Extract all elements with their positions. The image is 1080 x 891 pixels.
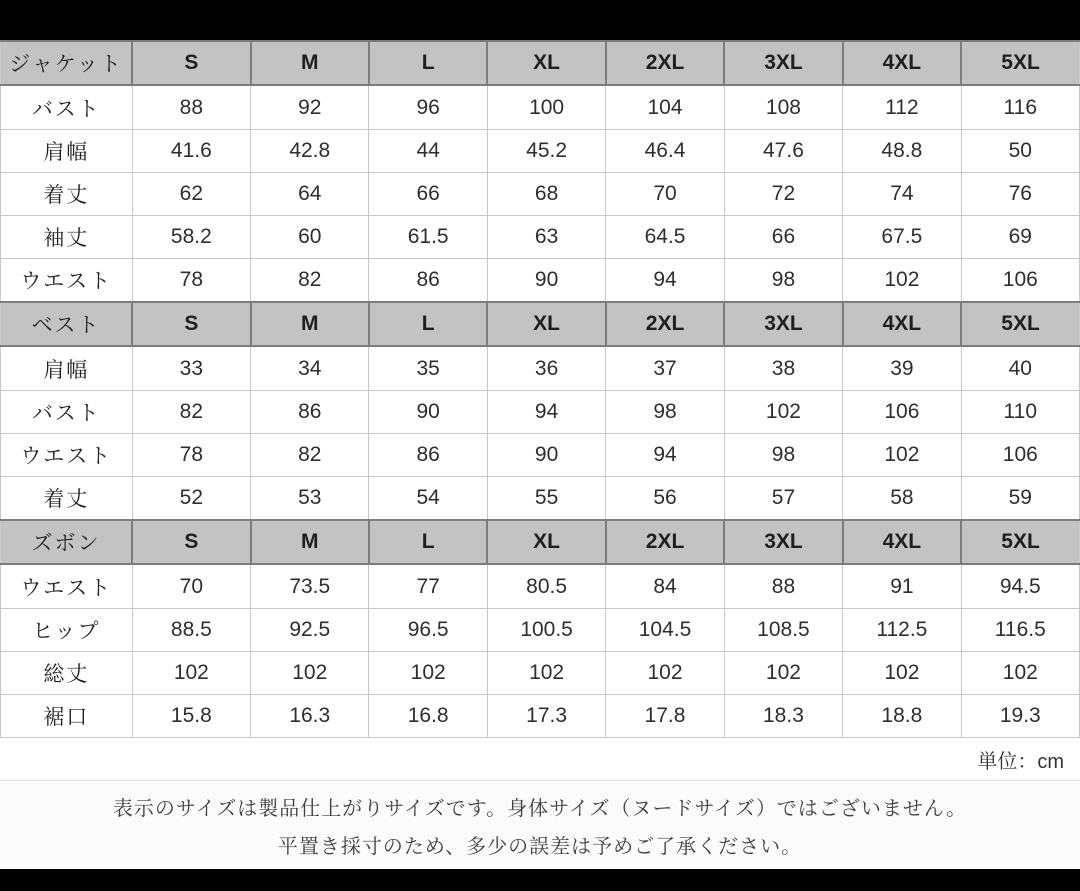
measurement-value: 17.8 bbox=[606, 694, 724, 737]
measurement-value: 19.3 bbox=[961, 694, 1079, 737]
measurement-value: 63 bbox=[487, 215, 605, 258]
measurement-value: 45.2 bbox=[487, 129, 605, 172]
measurement-value: 82 bbox=[132, 390, 250, 433]
measurement-value: 78 bbox=[132, 433, 250, 476]
size-header: XL bbox=[487, 302, 605, 346]
measurement-value: 98 bbox=[724, 433, 842, 476]
measurement-label: 総丈 bbox=[1, 651, 133, 694]
measurement-value: 102 bbox=[724, 390, 842, 433]
measurement-value: 96 bbox=[369, 85, 487, 129]
measurement-value: 70 bbox=[606, 172, 724, 215]
measurement-value: 38 bbox=[724, 346, 842, 390]
measurement-value: 90 bbox=[487, 258, 605, 302]
size-header: XL bbox=[487, 520, 605, 564]
size-header: S bbox=[132, 520, 250, 564]
measurement-label: 着丈 bbox=[1, 172, 133, 215]
measurement-label: バスト bbox=[1, 390, 133, 433]
measurement-label: 肩幅 bbox=[1, 129, 133, 172]
measurement-value: 86 bbox=[369, 258, 487, 302]
size-header: S bbox=[132, 302, 250, 346]
measurement-value: 102 bbox=[606, 651, 724, 694]
measurement-value: 76 bbox=[961, 172, 1079, 215]
size-header: 3XL bbox=[724, 520, 842, 564]
measurement-row bbox=[1, 172, 1080, 215]
size-header: L bbox=[369, 302, 487, 346]
measurement-value: 58.2 bbox=[132, 215, 250, 258]
measurement-value: 94.5 bbox=[961, 564, 1079, 608]
measurement-row bbox=[1, 433, 1080, 476]
measurement-row bbox=[1, 694, 1080, 737]
measurement-value: 54 bbox=[369, 476, 487, 520]
top-letterbox-bar bbox=[0, 0, 1080, 40]
section-title: ズボン bbox=[1, 520, 133, 564]
measurement-value: 100.5 bbox=[487, 608, 605, 651]
measurement-row bbox=[1, 608, 1080, 651]
measurement-value: 102 bbox=[369, 651, 487, 694]
measurement-value: 16.3 bbox=[251, 694, 369, 737]
size-header: 2XL bbox=[606, 41, 724, 85]
measurement-value: 18.3 bbox=[724, 694, 842, 737]
measurement-label: 着丈 bbox=[1, 476, 133, 520]
measurement-value: 64.5 bbox=[606, 215, 724, 258]
size-header: L bbox=[369, 41, 487, 85]
measurement-value: 102 bbox=[843, 258, 961, 302]
measurement-value: 60 bbox=[251, 215, 369, 258]
section-header-row bbox=[1, 302, 1080, 346]
size-header: 5XL bbox=[961, 520, 1079, 564]
measurement-row bbox=[1, 85, 1080, 129]
measurement-value: 53 bbox=[251, 476, 369, 520]
measurement-value: 56 bbox=[606, 476, 724, 520]
measurement-value: 102 bbox=[487, 651, 605, 694]
measurement-value: 36 bbox=[487, 346, 605, 390]
measurement-value: 104 bbox=[606, 85, 724, 129]
unit-row bbox=[0, 738, 1080, 780]
measurement-value: 94 bbox=[606, 258, 724, 302]
measurement-value: 88.5 bbox=[132, 608, 250, 651]
size-header: M bbox=[251, 520, 369, 564]
measurement-value: 16.8 bbox=[369, 694, 487, 737]
measurement-value: 58 bbox=[843, 476, 961, 520]
measurement-value: 82 bbox=[251, 258, 369, 302]
measurement-label: 肩幅 bbox=[1, 346, 133, 390]
measurement-value: 112 bbox=[843, 85, 961, 129]
measurement-value: 47.6 bbox=[724, 129, 842, 172]
size-header: 4XL bbox=[843, 520, 961, 564]
measurement-value: 42.8 bbox=[251, 129, 369, 172]
size-chart-body bbox=[1, 41, 1080, 738]
note-line-2: 平置き採寸のため、多少の誤差は予めご了承ください。 bbox=[277, 835, 803, 858]
measurement-value: 33 bbox=[132, 346, 250, 390]
measurement-value: 86 bbox=[251, 390, 369, 433]
measurement-value: 18.8 bbox=[843, 694, 961, 737]
measurement-value: 40 bbox=[961, 346, 1079, 390]
measurement-row bbox=[1, 258, 1080, 302]
size-header: 3XL bbox=[724, 302, 842, 346]
size-header: 4XL bbox=[843, 302, 961, 346]
measurement-value: 67.5 bbox=[843, 215, 961, 258]
measurement-value: 116 bbox=[961, 85, 1079, 129]
measurement-value: 39 bbox=[843, 346, 961, 390]
measurement-value: 98 bbox=[724, 258, 842, 302]
measurement-value: 68 bbox=[487, 172, 605, 215]
measurement-value: 102 bbox=[251, 651, 369, 694]
measurement-row bbox=[1, 129, 1080, 172]
measurement-value: 77 bbox=[369, 564, 487, 608]
measurement-value: 112.5 bbox=[843, 608, 961, 651]
bottom-letterbox-bar bbox=[0, 869, 1080, 891]
size-header: XL bbox=[487, 41, 605, 85]
measurement-label: 裾口 bbox=[1, 694, 133, 737]
measurement-row bbox=[1, 651, 1080, 694]
measurement-value: 92 bbox=[251, 85, 369, 129]
measurement-value: 46.4 bbox=[606, 129, 724, 172]
size-header: 2XL bbox=[606, 520, 724, 564]
measurement-value: 116.5 bbox=[961, 608, 1079, 651]
size-header: 2XL bbox=[606, 302, 724, 346]
measurement-value: 88 bbox=[132, 85, 250, 129]
size-header: 3XL bbox=[724, 41, 842, 85]
measurement-value: 61.5 bbox=[369, 215, 487, 258]
unit-label: 単位：cm bbox=[977, 750, 1064, 773]
measurement-value: 17.3 bbox=[487, 694, 605, 737]
measurement-row bbox=[1, 476, 1080, 520]
section-title: ジャケット bbox=[1, 41, 133, 85]
measurement-value: 74 bbox=[843, 172, 961, 215]
measurement-label: バスト bbox=[1, 85, 133, 129]
measurement-value: 55 bbox=[487, 476, 605, 520]
measurement-value: 34 bbox=[251, 346, 369, 390]
measurement-value: 44 bbox=[369, 129, 487, 172]
measurement-label: ウエスト bbox=[1, 258, 133, 302]
measurement-value: 102 bbox=[843, 433, 961, 476]
measurement-value: 100 bbox=[487, 85, 605, 129]
size-header: M bbox=[251, 41, 369, 85]
measurement-label: 袖丈 bbox=[1, 215, 133, 258]
size-header: M bbox=[251, 302, 369, 346]
measurement-value: 84 bbox=[606, 564, 724, 608]
measurement-value: 106 bbox=[961, 433, 1079, 476]
measurement-value: 110 bbox=[961, 390, 1079, 433]
measurement-value: 102 bbox=[724, 651, 842, 694]
measurement-value: 48.8 bbox=[843, 129, 961, 172]
size-chart-table bbox=[0, 40, 1080, 738]
measurement-value: 66 bbox=[724, 215, 842, 258]
section-header-row bbox=[1, 41, 1080, 85]
measurement-label: ウエスト bbox=[1, 564, 133, 608]
measurement-value: 82 bbox=[251, 433, 369, 476]
measurement-value: 104.5 bbox=[606, 608, 724, 651]
measurement-value: 88 bbox=[724, 564, 842, 608]
measurement-value: 35 bbox=[369, 346, 487, 390]
measurement-value: 106 bbox=[961, 258, 1079, 302]
measurement-value: 102 bbox=[132, 651, 250, 694]
measurement-value: 98 bbox=[606, 390, 724, 433]
measurement-value: 41.6 bbox=[132, 129, 250, 172]
section-title: ベスト bbox=[1, 302, 133, 346]
size-notes bbox=[0, 780, 1080, 869]
measurement-value: 90 bbox=[487, 433, 605, 476]
measurement-value: 92.5 bbox=[251, 608, 369, 651]
measurement-value: 15.8 bbox=[132, 694, 250, 737]
measurement-value: 72 bbox=[724, 172, 842, 215]
measurement-value: 66 bbox=[369, 172, 487, 215]
measurement-value: 50 bbox=[961, 129, 1079, 172]
measurement-label: ウエスト bbox=[1, 433, 133, 476]
measurement-value: 73.5 bbox=[251, 564, 369, 608]
measurement-value: 91 bbox=[843, 564, 961, 608]
size-header: L bbox=[369, 520, 487, 564]
measurement-row bbox=[1, 215, 1080, 258]
measurement-value: 94 bbox=[487, 390, 605, 433]
measurement-value: 102 bbox=[961, 651, 1079, 694]
measurement-value: 94 bbox=[606, 433, 724, 476]
measurement-value: 37 bbox=[606, 346, 724, 390]
measurement-value: 59 bbox=[961, 476, 1079, 520]
measurement-value: 90 bbox=[369, 390, 487, 433]
note-line-1: 表示のサイズは製品仕上がりサイズです。身体サイズ（ヌードサイズ）ではございません。 bbox=[112, 797, 968, 820]
size-header: S bbox=[132, 41, 250, 85]
measurement-row bbox=[1, 390, 1080, 433]
size-header: 5XL bbox=[961, 302, 1079, 346]
measurement-row bbox=[1, 346, 1080, 390]
measurement-row bbox=[1, 564, 1080, 608]
size-header: 4XL bbox=[843, 41, 961, 85]
measurement-value: 52 bbox=[132, 476, 250, 520]
measurement-value: 57 bbox=[724, 476, 842, 520]
measurement-value: 70 bbox=[132, 564, 250, 608]
measurement-value: 108.5 bbox=[724, 608, 842, 651]
measurement-value: 108 bbox=[724, 85, 842, 129]
measurement-value: 102 bbox=[843, 651, 961, 694]
measurement-value: 64 bbox=[251, 172, 369, 215]
measurement-value: 62 bbox=[132, 172, 250, 215]
measurement-value: 106 bbox=[843, 390, 961, 433]
measurement-value: 86 bbox=[369, 433, 487, 476]
measurement-label: ヒップ bbox=[1, 608, 133, 651]
measurement-value: 69 bbox=[961, 215, 1079, 258]
size-header: 5XL bbox=[961, 41, 1079, 85]
measurement-value: 96.5 bbox=[369, 608, 487, 651]
measurement-value: 80.5 bbox=[487, 564, 605, 608]
section-header-row bbox=[1, 520, 1080, 564]
measurement-value: 78 bbox=[132, 258, 250, 302]
